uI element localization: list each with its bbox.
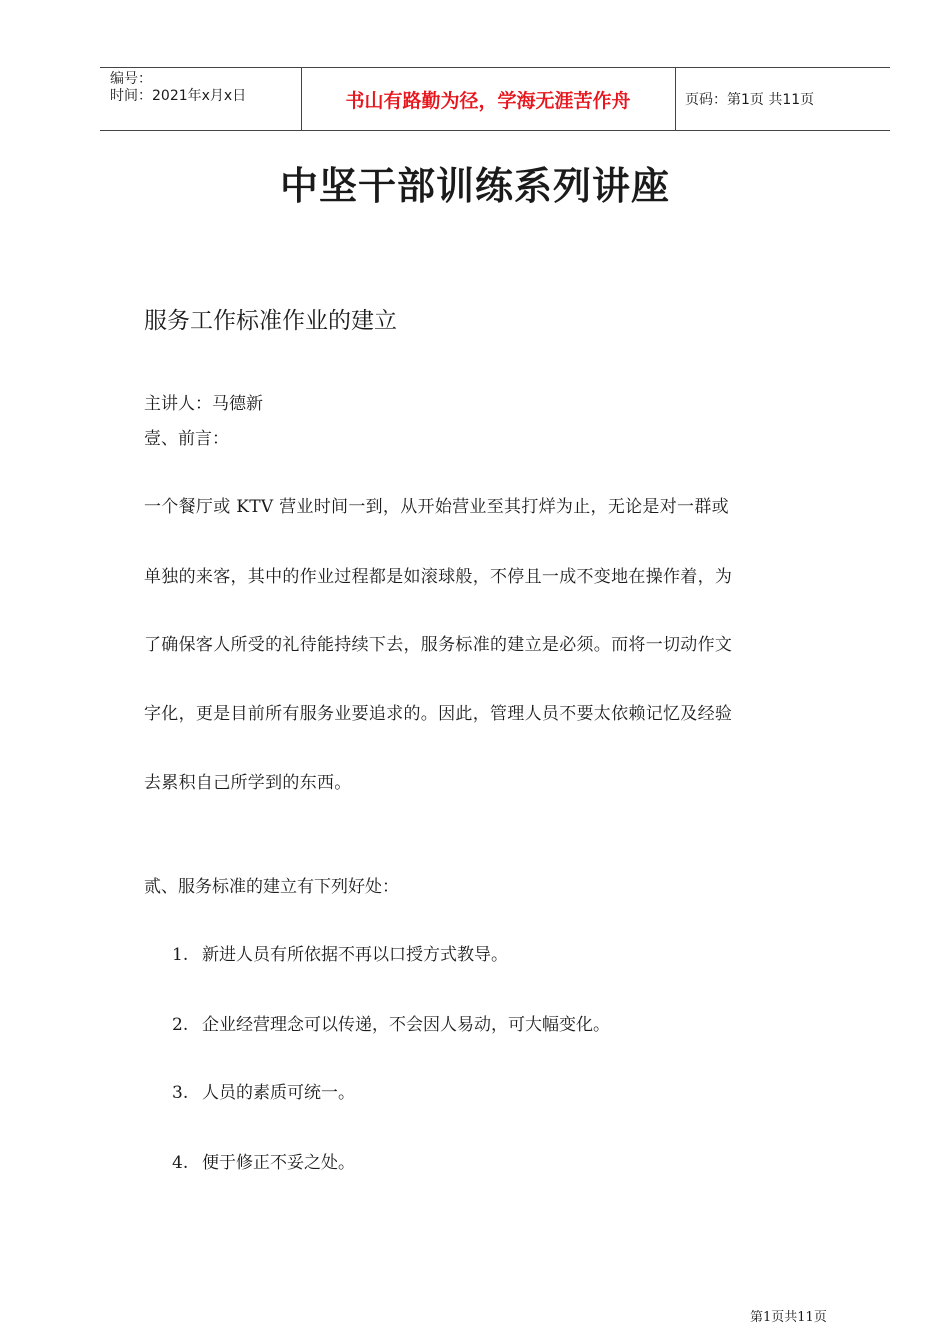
list-item-text: 人员的素质可统一。 bbox=[202, 1083, 355, 1103]
paragraph-line: 单独的来客，其中的作业过程都是如滚球般，不停且一成不变地在操作着，为 bbox=[144, 567, 733, 587]
paragraph-line: 一个餐厅或 KTV 营业时间一到，从开始营业至其打烊为止，无论是对一群或 bbox=[144, 497, 729, 517]
list-item-text: 便于修正不妥之处。 bbox=[202, 1153, 355, 1173]
list-item bbox=[172, 1010, 610, 1035]
paragraph-line: 字化，更是目前所有服务业要追求的。因此，管理人员不要太依赖记忆及经验 bbox=[144, 704, 733, 724]
document-time-label: 时间：2021年x月x日 bbox=[110, 88, 247, 104]
list-item-number: 1. bbox=[172, 945, 189, 965]
list-item bbox=[172, 1148, 355, 1173]
list-item-number: 3. bbox=[172, 1083, 189, 1103]
document-number-label: 编号： bbox=[110, 71, 152, 87]
header-page-info: 页码：第1页 共11页 bbox=[685, 92, 815, 108]
speaker-line: 主讲人：马德新 bbox=[144, 394, 263, 414]
document-subtitle: 服务工作标准作业的建立 bbox=[144, 308, 397, 334]
page-header bbox=[100, 67, 890, 131]
page-footer: 第1页共11页 bbox=[750, 1310, 827, 1325]
list-item-number: 2. bbox=[172, 1015, 189, 1035]
header-motto-cell bbox=[301, 68, 676, 130]
list-item bbox=[172, 1078, 355, 1103]
section1-heading: 壹、前言： bbox=[144, 429, 229, 449]
list-item-text: 新进人员有所依据不再以口授方式教导。 bbox=[202, 945, 508, 965]
list-item bbox=[172, 940, 508, 965]
document-title: 中坚干部训练系列讲座 bbox=[279, 164, 670, 208]
paragraph-line: 去累积自己所学到的东西。 bbox=[144, 773, 352, 793]
header-meta-cell bbox=[100, 68, 302, 130]
section2-heading: 贰、服务标准的建立有下列好处： bbox=[144, 877, 399, 897]
list-item-text: 企业经营理念可以传递，不会因人易动，可大幅变化。 bbox=[202, 1015, 610, 1035]
header-page-cell bbox=[675, 68, 890, 130]
paragraph-line: 了确保客人所受的礼待能持续下去，服务标准的建立是必须。而将一切动作文 bbox=[144, 635, 733, 655]
list-item-number: 4. bbox=[172, 1153, 189, 1173]
header-motto: 书山有路勤为径，学海无涯苦作舟 bbox=[345, 89, 631, 112]
